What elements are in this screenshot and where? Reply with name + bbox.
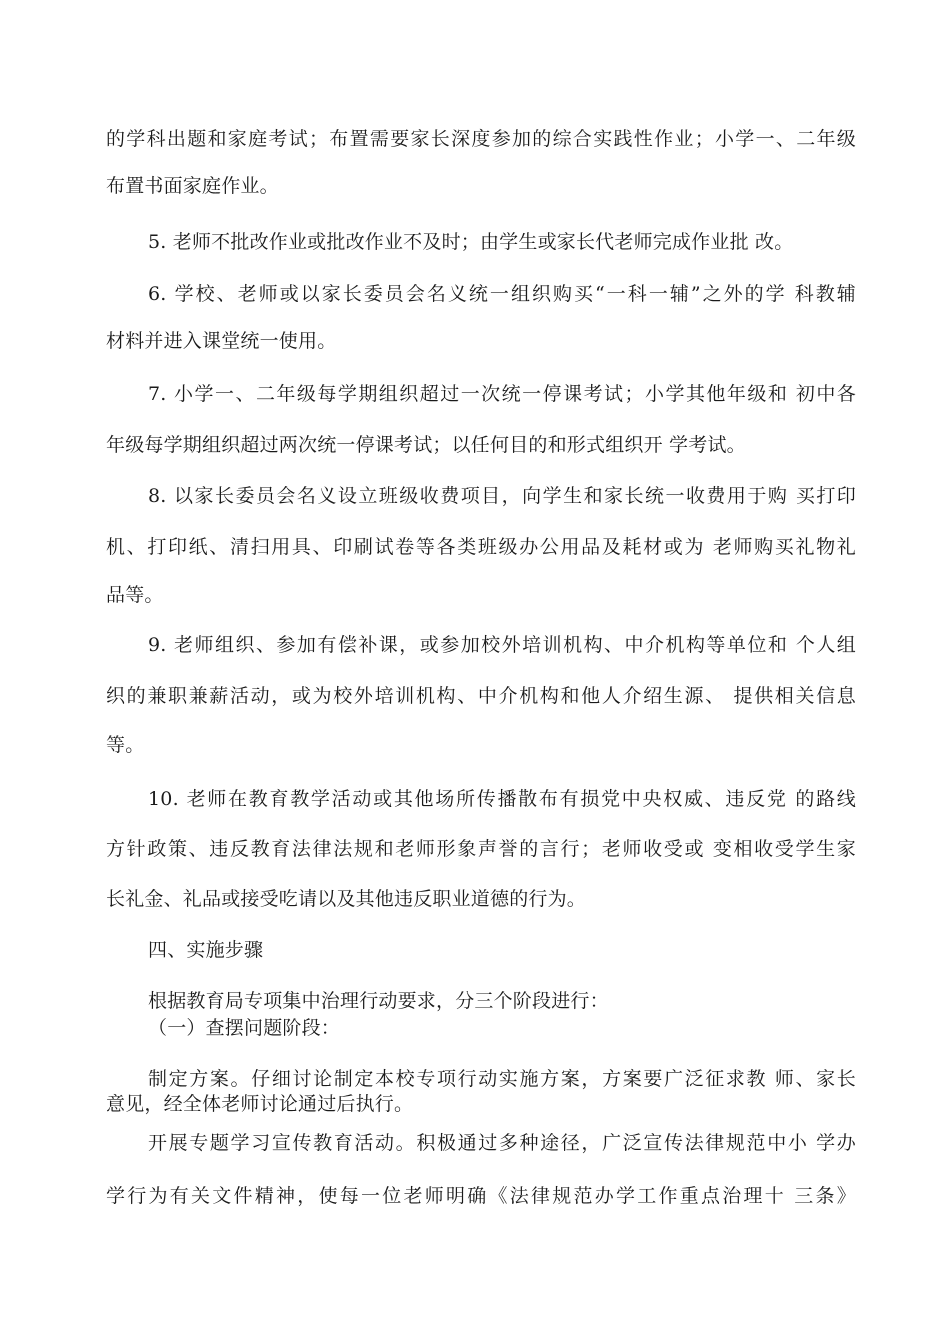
text-line: 意见，经全体老师讨论通过后执行。: [106, 1093, 414, 1115]
text-line: 材料并进入课堂统一使用。: [106, 330, 337, 352]
section-heading: 四、实施步骤: [148, 939, 264, 961]
subsection-heading: （一）查摆问题阶段：: [148, 1017, 341, 1039]
text-line: 等。: [106, 734, 145, 756]
text-line: 7. 小学一、二年级每学期组织超过一次统一停课考试；小学其他年级和 初中各: [148, 383, 856, 405]
text-line: 6. 学校、老师或以家长委员会名义统一组织购买“一科一辅”之外的学 科教辅: [148, 283, 856, 305]
text-line: 学行为有关文件精神，使每一位老师明确《法律规范办学工作重点治理十 三条》: [106, 1185, 856, 1207]
text-line: 5. 老师不批改作业或批改作业不及时；由学生或家长代老师完成作业批 改。: [148, 231, 794, 253]
text-line: 开展专题学习宣传教育活动。积极通过多种途径，广泛宣传法律规范中小 学办: [148, 1132, 856, 1154]
text-line: 的学科出题和家庭考试；布置需要家长深度参加的综合实践性作业；小学一、二年级: [106, 128, 856, 150]
text-line: 机、打印纸、清扫用具、印刷试卷等各类班级办公用品及耗材或为 老师购买礼物礼: [106, 536, 856, 558]
text-line: 9. 老师组织、参加有偿补课，或参加校外培训机构、中介机构等单位和 个人组: [148, 634, 856, 656]
text-line: 织的兼职兼薪活动，或为校外培训机构、中介机构和他人介绍生源、 提供相关信息: [106, 685, 856, 707]
text-line: 制定方案。仔细讨论制定本校专项行动实施方案，方案要广泛征求教 师、家长: [148, 1068, 856, 1090]
text-line: 根据教育局专项集中治理行动要求，分三个阶段进行：: [148, 990, 609, 1012]
text-line: 品等。: [106, 584, 164, 606]
text-line: 长礼金、礼品或接受吃请以及其他违反职业道德的行为。: [106, 888, 587, 910]
text-line: 布置书面家庭作业。: [106, 175, 279, 197]
text-line: 8. 以家长委员会名义设立班级收费项目，向学生和家长统一收费用于购 买打印: [148, 485, 856, 507]
text-line: 10. 老师在教育教学活动或其他场所传播散布有损党中央权威、违反党 的路线: [148, 788, 856, 810]
text-line: 方针政策、违反教育法律法规和老师形象声誉的言行；老师收受或 变相收受学生家: [106, 838, 856, 860]
text-line: 年级每学期组织超过两次统一停课考试；以任何目的和形式组织开 学考试。: [106, 434, 746, 456]
